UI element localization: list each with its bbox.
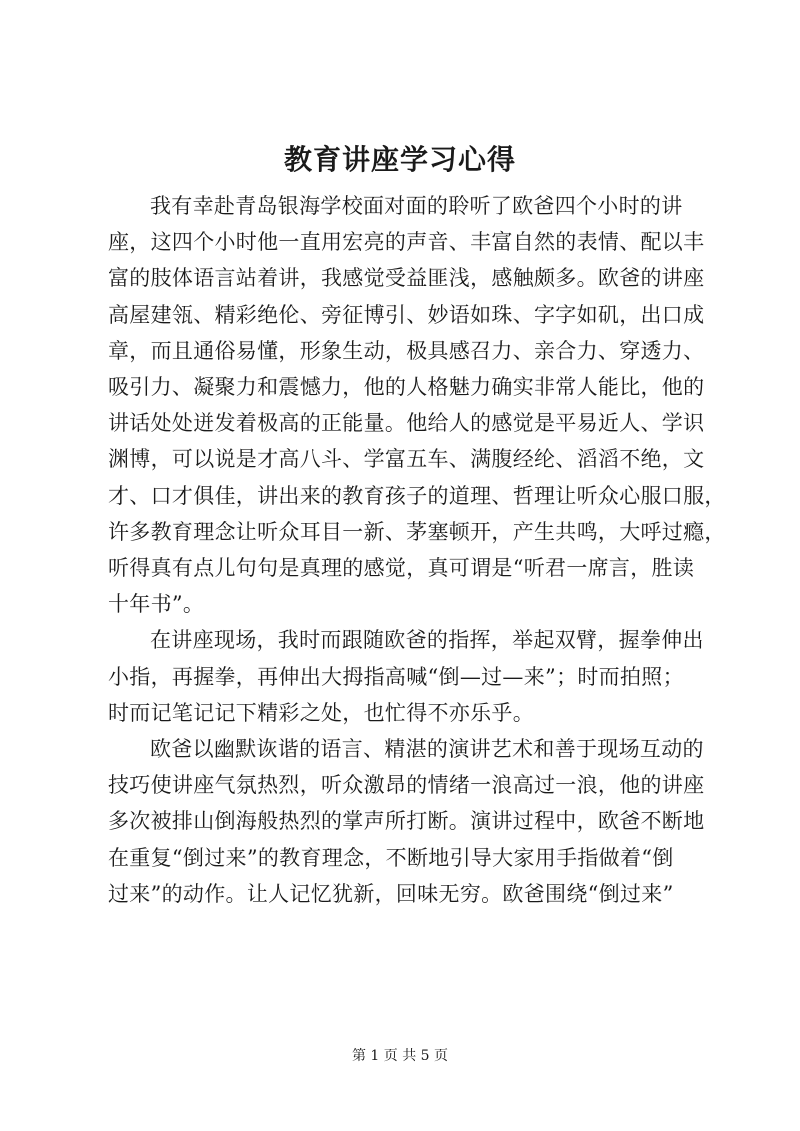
text-line: 富的肢体语言站着讲，我感觉受益匪浅，感触颇多。欧爸的讲座	[108, 266, 705, 291]
text-line: 许多教育理念让听众耳目一新、茅塞顿开，产生共鸣，大呼过瘾，	[108, 519, 726, 544]
text-line: 时而记笔记记下精彩之处，也忙得不亦乐乎。	[108, 700, 534, 725]
text-line: 才、口才俱佳，讲出来的教育孩子的道理、哲理让听众心服口服，	[108, 483, 726, 508]
paragraph-1	[108, 188, 726, 622]
text-line: 吸引力、凝聚力和震憾力，他的人格魅力确实非常人能比，他的	[108, 375, 705, 400]
text-line: 小指，再握拳，再伸出大拇指高喊“倒—过—来”；时而拍照；	[108, 664, 684, 689]
text-line: 十年书”。	[108, 592, 205, 617]
paragraph-2	[108, 622, 718, 731]
text-line: 欧爸以幽默诙谐的语言、精湛的演讲艺术和善于现场互动的	[150, 737, 704, 762]
text-line: 渊博，可以说是才高八斗、学富五车、满腹经纶、滔滔不绝，文	[108, 447, 705, 472]
text-line: 过来”的动作。让人记忆犹新，回味无穷。欧爸围绕“倒过来”	[108, 881, 674, 906]
text-line: 高屋建瓴、精彩绝伦、旁征博引、妙语如珠、字字如矶，出口成	[108, 302, 705, 327]
paragraph-3	[108, 731, 718, 912]
text-line: 在讲座现场，我时而跟随欧爸的指挥，举起双臂，握拳伸出	[150, 628, 704, 653]
text-line: 讲话处处迸发着极高的正能量。他给人的感觉是平易近人、学识	[108, 411, 705, 436]
text-line: 章，而且通俗易懂，形象生动，极具感召力、亲合力、穿透力、	[108, 338, 705, 363]
document-title: 教育讲座学习心得	[283, 143, 516, 176]
text-line: 多次被排山倒海般热烈的掌声所打断。演讲过程中，欧爸不断地	[108, 809, 705, 834]
text-line: 技巧使讲座气氛热烈，听众激昂的情绪一浪高过一浪，他的讲座	[108, 773, 705, 798]
text-line: 听得真有点儿句句是真理的感觉，真可谓是“听君一席言，胜读	[108, 556, 695, 581]
text-line: 在重复“倒过来”的教育理念，不断地引导大家用手指做着“倒	[108, 845, 674, 870]
page-footer: 第 1 页 共 5 页	[351, 1048, 449, 1064]
text-line: 我有幸赴青岛银海学校面对面的聆听了欧爸四个小时的讲	[150, 194, 683, 218]
text-line: 座，这四个小时他一直用宏亮的声音、丰富自然的表情、配以丰	[108, 230, 705, 255]
document-body	[108, 188, 726, 912]
